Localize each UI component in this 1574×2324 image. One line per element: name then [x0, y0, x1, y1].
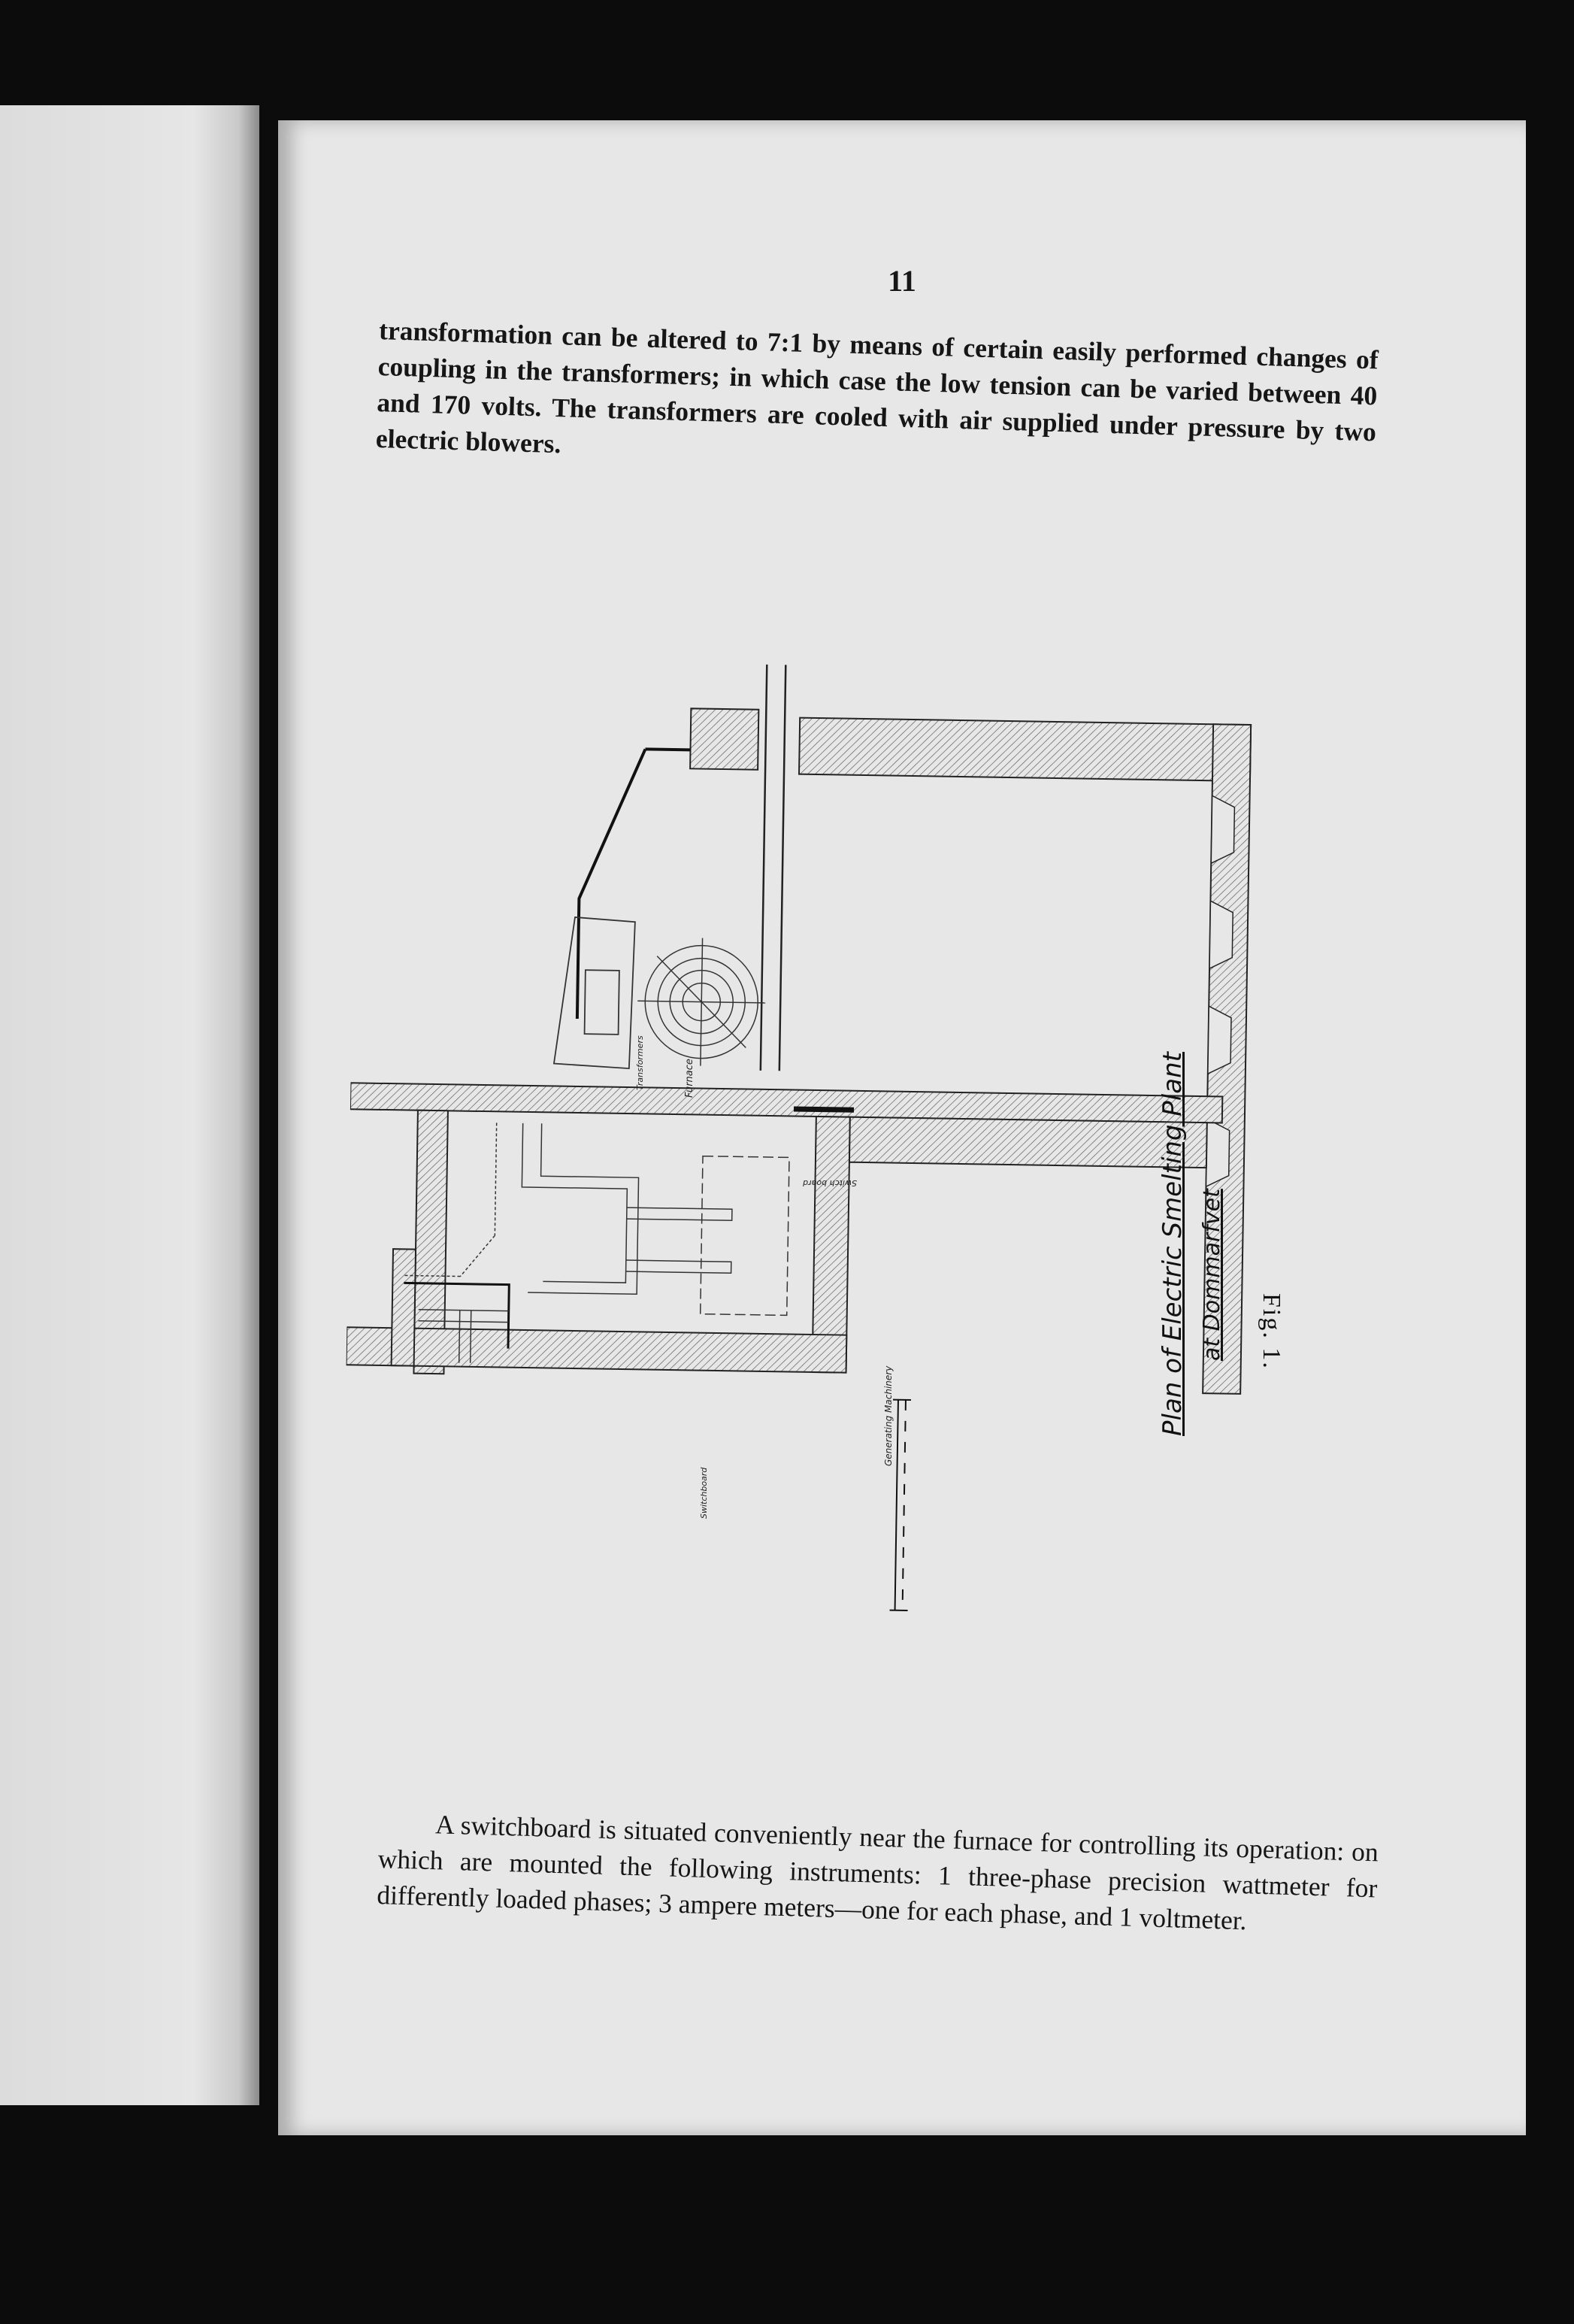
label-generating-machinery: Generating Machinery — [883, 1365, 894, 1466]
chimney-pipe — [761, 665, 785, 1071]
transformer-box — [585, 970, 619, 1035]
furnace-room-boundary — [577, 748, 646, 1020]
wall-lower-left-outer — [392, 1249, 416, 1365]
label-switchboard: Switchboard — [699, 1467, 709, 1519]
left-page-edge — [0, 105, 259, 2105]
label-furnace: Furnace — [684, 1059, 695, 1098]
wall-middle-horizontal — [350, 1083, 1222, 1123]
page-number: 11 — [888, 264, 916, 298]
book-page — [278, 120, 1526, 2135]
paragraph-bottom: A switchboard is situated conveniently near the furnace for controlling its operation: on which are mounted the following instruments: 1 three-phase precision wattmeter for differently loaded phases; 3 ampere meters—one for each phase, and 1 voltmeter. — [376, 1809, 1379, 1936]
switchboard-bar — [794, 1107, 854, 1113]
figure-subtitle: at Dommarfvet — [1199, 1189, 1225, 1361]
paragraph-top: transformation can be altered to 7:1 by means of certain easily performed changes of coupling in the transformers; in which case the low tension can be varied between 40 and 170 volts. The transformers are cooled with air supplied under pressure by two electric blowers. — [375, 314, 1379, 459]
wall-block-top-left — [690, 708, 758, 769]
figure-title: Plan of Electric Smelting Plant — [1158, 1052, 1188, 1436]
floor-plan-figure — [340, 534, 1291, 1781]
wall-lower-bottom — [347, 1327, 847, 1372]
figure-label: Fig. 1. — [1258, 1293, 1285, 1370]
label-transformers: Transformers — [635, 1035, 645, 1090]
furnace-symbol — [637, 937, 767, 1067]
machinery-layout — [404, 1121, 790, 1315]
transformer-enclosure — [554, 917, 635, 1069]
wall-corner-right — [849, 1117, 1207, 1168]
label-switch-board-wall: Switch board — [803, 1178, 857, 1188]
wall-top-right — [799, 718, 1251, 781]
